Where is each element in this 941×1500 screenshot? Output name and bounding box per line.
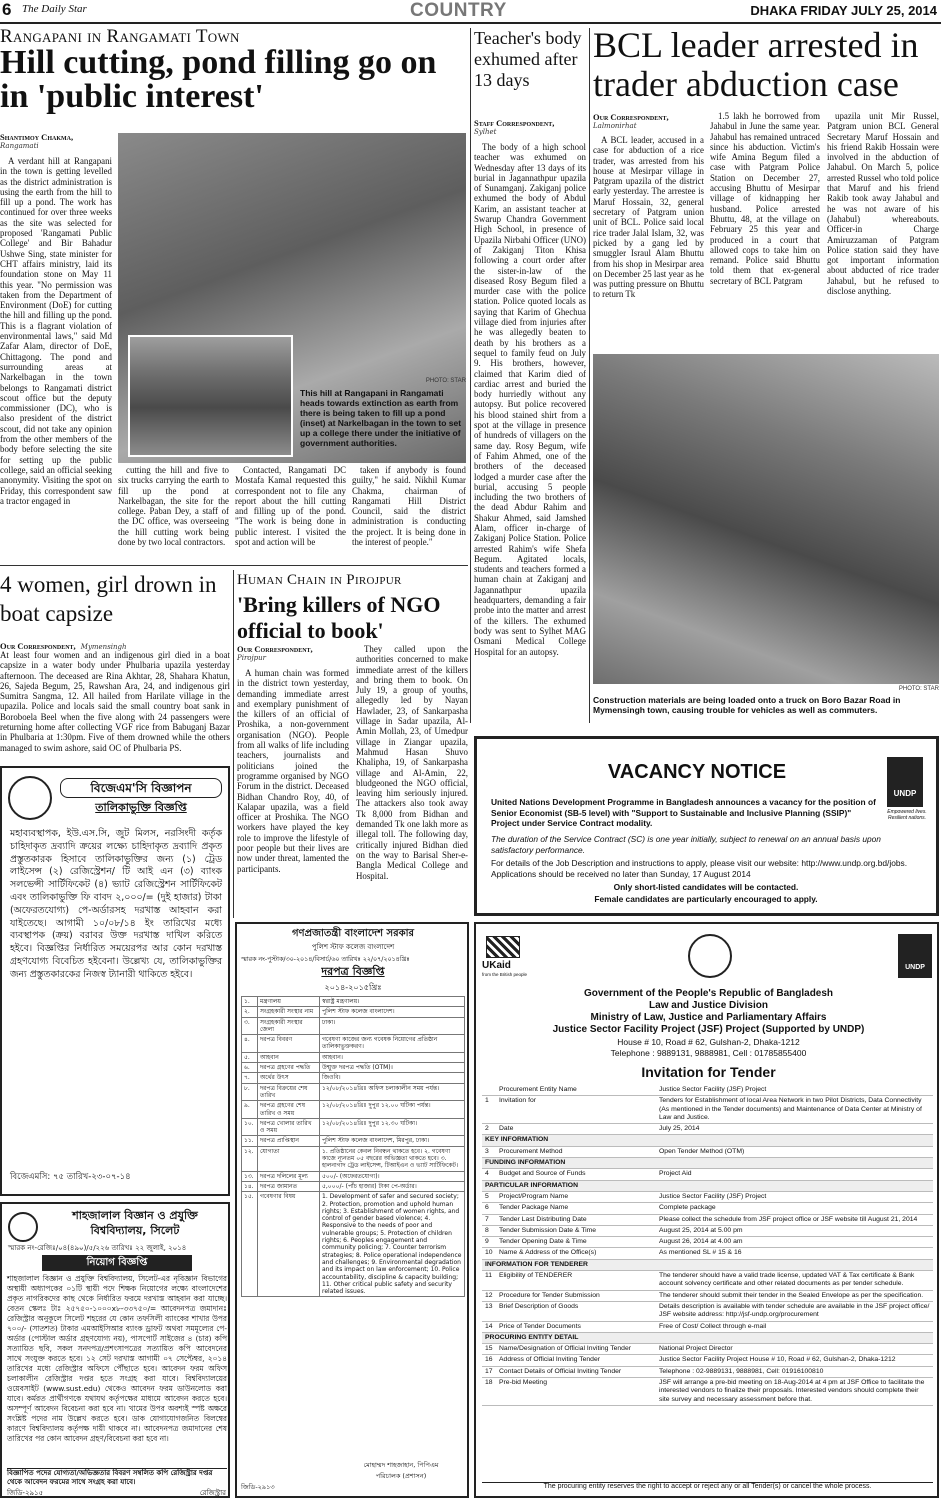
tender-table-row bbox=[482, 1259, 933, 1270]
story1-caption: This hill at Rangapani in Rangamati heads towards extinction as earth from there is being taken to fill up a pond (inset) at Narkelbagan in the town to set up a college there under the initiative of government authorities. bbox=[300, 388, 462, 448]
tender-row-label: Price of Tender Documents bbox=[496, 1321, 656, 1332]
tender-row-value: Open Tender Method (OTM) bbox=[656, 1146, 933, 1157]
tender-table-row bbox=[482, 1096, 933, 1124]
police-row-num: ২. bbox=[242, 1007, 258, 1017]
story4-body: At least four women and an indigenous girl died in a boat capsize in a water body under Phulbaria upazila yesterday afternoon. The deceased are Rina Akhtar, 28, Shahara Khatun, 26, Sajeda Begum, 25, Rawshan Ara, 24, and indigenous girl Sumitra Sangma, 12. All hailed from Harilate village in the upazila. Police and locals said the small country boat sank in Boroboela Beel when the five along with 24 passengers were returning home after collecting VGF rice from Babuganj Bazar in Phulbaria at 1:30pm. Five of them drowned while the others managed to swim ashore, said OC of Phulbaria PS. bbox=[0, 650, 230, 753]
police-table bbox=[241, 996, 465, 1297]
tender-row-num: 14 bbox=[482, 1321, 496, 1332]
tender-table-row bbox=[482, 1180, 933, 1191]
tender-title: Invitation for Tender bbox=[641, 1064, 776, 1080]
vacancy-title: VACANCY NOTICE bbox=[607, 761, 787, 783]
police-row-value: স্বরাষ্ট্র মন্ত্রণালয়। bbox=[320, 997, 465, 1007]
tender-table-row bbox=[482, 1237, 933, 1248]
tender-table-row bbox=[482, 1135, 933, 1146]
tender-row-num: 13 bbox=[482, 1301, 496, 1321]
tender-row-label: Procurement Method bbox=[496, 1146, 656, 1157]
tender-row-label: Contact Details of Official Inviting Tender bbox=[496, 1366, 656, 1377]
tender-row-value: Justice Sector Facility Project House # 10, Road # 62, Gulshan-2, Dhaka-1212 bbox=[656, 1355, 933, 1366]
tender-footer: The procuring entity reserves the right to accept or reject any or all Tender(s) or cancel the whole process. bbox=[482, 1482, 933, 1494]
tender-table-row bbox=[482, 1214, 933, 1225]
police-row-num: ১৫. bbox=[242, 1192, 258, 1297]
tender-row-value: August 25, 2014 at 5.00 pm bbox=[656, 1225, 933, 1236]
story5-headline: 'Bring killers of NGO official to book' bbox=[237, 592, 441, 643]
police-row-label: দরপত্র বিবরণ bbox=[258, 1035, 320, 1053]
sust-logo bbox=[8, 1212, 38, 1242]
police-row-label: দরপত্র জামানত bbox=[258, 1181, 320, 1191]
police-org: পুলিশ স্টাফ কলেজ বাংলাদেশ bbox=[311, 943, 395, 951]
story1-kicker: Rangapani in Rangamati Town bbox=[0, 26, 240, 47]
police-signer-title: পরিচালক (প্রশাসন) bbox=[375, 1472, 427, 1480]
tender-row-value: Tenders for Establishment of local Area Network in two Pilot Districts, Data Connectivity (As mentioned in the Tender documents) and Maintenance of Data Center at Ministry of Law and Justice. bbox=[656, 1096, 933, 1124]
tender-row-label: Address of Official Inviting Tender bbox=[496, 1355, 656, 1366]
story1-inset-photo bbox=[128, 335, 293, 457]
police-row-label: দরপত্র দলিলের মূল্য bbox=[258, 1171, 320, 1181]
tender-row-label: Budget and Source of Funds bbox=[496, 1169, 656, 1180]
tender-row-value: August 26, 2014 at 4.00 am bbox=[656, 1237, 933, 1248]
police-row-value: ১২/০৮/২০১৪খ্রিঃ দুপুর ১২.০০ ঘটিকা পর্যন্ত। bbox=[320, 1101, 465, 1119]
bjmc-subtitle: তালিকাভুক্তি বিজ্ঞপ্তি bbox=[95, 801, 187, 814]
police-row-label: দরপত্র গ্রহণের শেষ তারিখ ও সময় bbox=[258, 1101, 320, 1119]
tender-row-num: 8 bbox=[482, 1225, 496, 1236]
tender-row-num: 16 bbox=[482, 1355, 496, 1366]
tender-row-label: Name/Designation of Official Inviting Tender bbox=[496, 1344, 656, 1355]
police-row-label: দরপত্র খোলার তারিখ ও সময় bbox=[258, 1118, 320, 1136]
police-table-wrap bbox=[241, 996, 465, 1458]
police-row-num: ৯. bbox=[242, 1101, 258, 1119]
sust-ref: স্মারক নং-রেজিঃ/০৪(৪৯০)/৫/২২৬ তারিখঃ ২২ জুলাই, ২০১৪ bbox=[8, 1244, 187, 1252]
tender-row-num: 6 bbox=[482, 1203, 496, 1214]
tender-row-num: 2 bbox=[482, 1124, 496, 1135]
police-table-row bbox=[242, 1063, 465, 1073]
tender-row-label: Brief Description of Goods bbox=[496, 1301, 656, 1321]
sust-code: জিডি-২৯১৫ bbox=[7, 1489, 44, 1497]
vacancy-p3: For details of the Job Description and instructions to apply, please visit our website: http://www.undp.org.bd/jobs. Applications should be received no later than Sunday, 17 August 2014 bbox=[491, 858, 908, 879]
police-row-label: আহবান bbox=[258, 1052, 320, 1062]
police-row-label: দরপত্র বিক্রয়ের শেষ তারিখ bbox=[258, 1083, 320, 1101]
tender-row-num: 11 bbox=[482, 1271, 496, 1291]
story1-col4: taken if anybody is found guilty," he said. Nikhil Kumar Chakma, chairman of Rangamati Hill District Council, said the district administration is conducting the project. It is being done in the interest of people." bbox=[352, 465, 466, 548]
police-row-num: ৭. bbox=[242, 1073, 258, 1083]
tender-row-num: 1 bbox=[482, 1096, 496, 1124]
sust-ad bbox=[0, 1202, 230, 1498]
tender-row-num: 10 bbox=[482, 1248, 496, 1259]
tender-row-value: As mentioned SL # 15 & 16 bbox=[656, 1248, 933, 1259]
tender-row-label: Procedure for Tender Submission bbox=[496, 1290, 656, 1301]
tender-row-label: Tender Last Distributing Date bbox=[496, 1214, 656, 1225]
police-row-value: পুলিশ স্টাফ কলেজ বাংলাদেশ, মিরপুর, ঢাকা। bbox=[320, 1136, 465, 1146]
police-table-row bbox=[242, 1192, 465, 1297]
sust-footer-note: বিজ্ঞাপিত পদের যোগ্যতা/অভিজ্ঞতার বিবরণ সম্বলিত কপি রেজিস্ট্রার দপ্তর থেকে আবেদন ফরমের সাথে সংগ্রহ করা যাবে। bbox=[7, 1468, 227, 1488]
story5-kicker: Human Chain in Pirojpur bbox=[237, 572, 402, 588]
story3-col2: 1.5 lakh he borrowed from Jahabul in June the same year. Jahabul has remained untraced since his abduction. Victim's wife Amina Begum filed a case with Patgram Police Station on December 27, accusing Bhuttu of Mesirpar village of kidnapping her husband. Police arrested Bhuttu, 48, at the village on February 25 this year and produced in a court that allowed cops to take him on remand. Police said Bhuttu told them that ex-general secretary of BCL Patgram bbox=[710, 111, 820, 286]
story2-headline: Teacher's body exhumed after 13 days bbox=[474, 28, 582, 90]
police-row-num: ১১. bbox=[242, 1136, 258, 1146]
police-row-label: অর্থের উৎস bbox=[258, 1073, 320, 1083]
story3-col1: A BCL leader, accused in a case for abduction of a rice trader, was arrested from his house at Mesirpar village in Patgram upazila of the district early yesterday. The arrestee is Maruf Hossain, 32, general secretary of Patgram union unit of BCL. Police said local rice trader Jalal Islam, 32, was picked by a gang led by smuggler Israul Alam Bhuttu from his shop in Mesirpar area on December 25 last year as he was putting pressure on Bhuttu to return Tk bbox=[593, 135, 704, 300]
tender-row-value: Justice Sector Facility (JSF) Project bbox=[656, 1191, 933, 1202]
tender-row-num: 17 bbox=[482, 1366, 496, 1377]
police-year: ২০১৪-২০১৫খ্রিঃ bbox=[324, 983, 382, 992]
tender-row-label: Name & Address of the Office(s) bbox=[496, 1248, 656, 1259]
police-row-value: পুলিশ স্টাফ কলেজ বাংলাদেশ। bbox=[320, 1007, 465, 1017]
tender-row-label: Date bbox=[496, 1124, 656, 1135]
bjmc-body: মহাব্যবস্থাপক, ইউ.এস.সি, জুট মিলস, নরসিংদী কর্তৃক চাহিদাকৃত দ্রব্যাদি ক্রয়ের লক্ষ্যে চাহিদাকৃত দ্রব্যাদি প্রকৃত প্রস্তুতকারক হিসাবে তালিকাভুক্তির জন্য (১) ট্রেড লাইসেন্স (২) রেজিস্ট্রেশন/ টি আই এন (৩) ব্যাংক সলভেন্সী সার্টিফিকেট (৪) ভ্যাট রেজিস্ট্রেশন সার্টিফিকেট এবং তালিকাভুক্তি ফি বাবদ ২,০০০/= (দুই হাজার) টাকা (অফেরতযোগ্য) পে-অর্ডারসহ দরখাস্ত আহবান করা যাইতেছে। আগামী ১০/০৮/১৪ ইং তারিখের মধ্যে ব্যবস্থাপক (ক্রয়) বরাবর উক্ত দরখাস্ত দাখিল করিতে হইবে। বিজ্ঞপ্তির নির্ধারিত সময়েরপর আর কোন দরখাস্ত গ্রহণযোগ্য বিবেচিত হইবেনা। উল্লেখ্য যে, তালিকাভুক্তির জন্য প্রস্তুতকারকের নিজস্ব ট্যানারী থাকিতে হইবে। bbox=[10, 828, 222, 980]
tender-table bbox=[482, 1085, 933, 1406]
tender-table-row bbox=[482, 1378, 933, 1406]
tender-table-row bbox=[482, 1271, 933, 1291]
tender-phone: Telephone : 9889131, 9888981, Cell : 01785855400 bbox=[610, 1048, 807, 1058]
sust-signature: রেজিস্ট্রার bbox=[199, 1489, 226, 1497]
ukaid-sub: from the British people bbox=[482, 972, 528, 977]
tender-row-value: Project Aid bbox=[656, 1169, 933, 1180]
dateline: DHAKA FRIDAY JULY 25, 2014 bbox=[750, 3, 937, 18]
tender-row-num: 15 bbox=[482, 1344, 496, 1355]
story1-col3: Contacted, Rangamati DC Mostafa Kamal requested this correspondent not to file any report about the hill cutting and filling up of the pond. "The work is being done in public interest. I visited the spot and action will be bbox=[235, 465, 346, 548]
police-row-num: ১৪. bbox=[242, 1181, 258, 1191]
police-table-row bbox=[242, 1017, 465, 1035]
police-table-row bbox=[242, 1083, 465, 1101]
divider bbox=[233, 570, 234, 918]
police-table-row bbox=[242, 1146, 465, 1171]
police-table-row bbox=[242, 1035, 465, 1053]
police-ref: স্মারক নং-পুস্টাক/৩০-২০১৪/বিসার্চ/৬০ তারিখঃ ২২/০৭/২০১৪খ্রিঃ bbox=[241, 956, 410, 963]
tender-table-row bbox=[482, 1332, 933, 1343]
police-row-label: দরপত্র প্রাপ্তিস্থান bbox=[258, 1136, 320, 1146]
bjmc-title: বিজেএম'সি বিজ্ঞাপন bbox=[60, 778, 222, 798]
tender-row-label: Procurement Entity Name bbox=[496, 1085, 656, 1096]
police-signer: মোহাম্মদ শাহজাহান, পিপিএম bbox=[363, 1461, 439, 1469]
tender-row-value: Complete package bbox=[656, 1203, 933, 1214]
vacancy-p2: The duration of the Service Contract (SC) is one year initially, subject to renewal on an annual basis upon satisfactory performance. bbox=[491, 834, 881, 855]
tender-row-label: Tender Package Name bbox=[496, 1203, 656, 1214]
tender-row-label: Invitation for bbox=[496, 1096, 656, 1124]
sust-title: শাহজালাল বিজ্ঞান ও প্রযুক্তি বিশ্ববিদ্যালয়, সিলেট bbox=[72, 1209, 198, 1237]
police-table-row bbox=[242, 1181, 465, 1191]
police-table-row bbox=[242, 1118, 465, 1136]
police-row-num: ৫. bbox=[242, 1052, 258, 1062]
story3-col3: upazila unit Mir Russel, Patgram union BCL General Secretary Maruf Hossain and his friend Rakib Hossain were involved in the abduction of Jahabul. On March 5, police arrested Russel who told police that Maruf and his friend Rakib took away Jahabul and he was not aware of his (Jahabul) whereabouts. Officer-in Charge Amiruzzaman of Patgram Police station said they have got important information about abducted of rice trader Jahabul, but he refused to disclose anything. bbox=[827, 111, 939, 297]
police-row-value: জিওবি। bbox=[320, 1073, 465, 1083]
police-row-label: সংগ্রহকারী সংস্থার জেলা bbox=[258, 1017, 320, 1035]
story1-col1: A verdant hill at Rangapani in the town is getting levelled as the district administration is using the earth from the hill to fill up a pond. The work has continued for over three weeks as the site was selected for proposed 'Rangamati Public College' and Bir Bahadur Ushwe Sing, state minister for CHT affairs ministry, laid its foundation stone on May 11 this year. "No permission was taken from the Department of Environment (DoE) for cutting the hill and filling up the pond. This is a flagrant violation of environmental laws," said Md Zafar Alam, director of DoE, Chittagong. The pond and surrounding areas at Narkelbagan in the town belongs to Rangamati district scout office but the deputy commissioner (DC), who is also president of the district scout, did not take any opinion from the other members of the body before selecting the site for setting up the public college, said an official seeking anonymity. Visiting the spot on Friday, this correspondent saw a tractor engaged in bbox=[0, 156, 112, 506]
tender-row-num bbox=[482, 1085, 496, 1096]
undp-logo: UNDP bbox=[887, 757, 923, 807]
tender-row-num: 12 bbox=[482, 1290, 496, 1301]
tender-table-row bbox=[482, 1158, 933, 1169]
tender-row-value: The tenderer should submit their tender in the Sealed Envelope as per the specification. bbox=[656, 1290, 933, 1301]
police-row-label: গবেষণার বিষয় bbox=[258, 1192, 320, 1297]
ukaid-logo: UKaid bbox=[482, 960, 511, 971]
story2-byline: Staff Correspondent, Sylhet bbox=[474, 118, 555, 136]
tender-row-num: 7 bbox=[482, 1214, 496, 1225]
tender-row-label: Tender Opening Date & Time bbox=[496, 1237, 656, 1248]
undp-vacancy-ad bbox=[474, 736, 939, 916]
tender-h3: Ministry of Law, Justice and Parliamentary Affairs bbox=[590, 1012, 827, 1023]
tender-row-label: Pre-bid Meeting bbox=[496, 1378, 656, 1406]
police-row-value: ১২/০৮/২০১৪খ্রিঃ অফিস চলাকালীন সময় পর্যন্ত। bbox=[320, 1083, 465, 1101]
police-row-value: গবেষণা কাজের জন্য গবেষক নিয়োগের প্রতিষ্ঠান তালিকাভুক্তকরণ। bbox=[320, 1035, 465, 1053]
paper-name: The Daily Star bbox=[22, 3, 87, 15]
tender-section-header: INFORMATION FOR TENDERER bbox=[482, 1259, 933, 1270]
police-gov: গণপ্রজাতন্ত্রী বাংলাদেশ সরকার bbox=[292, 928, 414, 939]
police-row-label: যোগ্যতা bbox=[258, 1146, 320, 1171]
tender-table-row bbox=[482, 1146, 933, 1157]
tender-row-label: Eligibility of TENDERER bbox=[496, 1271, 656, 1291]
story5-col1: A human chain was formed in the district town yesterday, demanding immediate arrest and exemplary punishment of the killers of an official of Proshika, a non-government organisation (NGO). People from all walks of life including teachers, journalists and politicians joined the programme organised by NGO Forum in the district. Deceased Bidhan Chandro Roy, 40, of Kalapar upazila, was a field officer at Proshika. The NGO workers have played the key role to improve the lifestyle of poor people but their lives are now under threat, lamented the participants. bbox=[237, 668, 349, 874]
divider bbox=[0, 565, 468, 566]
tender-section-header: PARTICULAR INFORMATION bbox=[482, 1180, 933, 1191]
police-row-label: সংগ্রহকারী সংস্থার নাম bbox=[258, 1007, 320, 1017]
tender-table-row bbox=[482, 1301, 933, 1321]
divider bbox=[589, 28, 590, 723]
tender-row-value: Free of Cost/ Collect through e-mail bbox=[656, 1321, 933, 1332]
bangladesh-emblem-icon bbox=[688, 934, 732, 978]
tender-table-row bbox=[482, 1169, 933, 1180]
police-row-num: ১৩. bbox=[242, 1171, 258, 1181]
story3-byline: Our Correspondent, Lalmonirhat bbox=[593, 112, 669, 130]
undp-tagline: Empowered lives. Resilient nations. bbox=[887, 809, 927, 821]
police-tender-ad bbox=[235, 922, 469, 1498]
story1-byline: Shantimoy Chakma, Rangamati bbox=[0, 132, 74, 150]
tender-row-num: 9 bbox=[482, 1237, 496, 1248]
police-row-value: ঢাকা। bbox=[320, 1017, 465, 1035]
story5-byline: Our Correspondent, Pirojpur bbox=[237, 644, 313, 662]
story4-byline: Our Correspondent, Mymensingh bbox=[0, 641, 127, 651]
tender-row-num: 3 bbox=[482, 1146, 496, 1157]
tender-row-num: 18 bbox=[482, 1378, 496, 1406]
police-code: জিডি-২৯১৩ bbox=[241, 1483, 275, 1491]
police-title: দরপত্র বিজ্ঞপ্তি bbox=[321, 965, 385, 978]
tender-table-row bbox=[482, 1225, 933, 1236]
police-row-num: ৮. bbox=[242, 1083, 258, 1101]
police-row-label: মন্ত্রণালয় bbox=[258, 997, 320, 1007]
police-row-value: 1. Development of safer and secured society; 2. Protection, promotion and uphold human rights; 3. Establishment of women rights, and control of gender based violence; 4. Responsive to the needs of poor and vulnerable groups; 5. Protection of children rights; 6. Peoples engagement and community policing; 7. Counter terrorism strategies; 8. Police operational independence and challenges; 9. Environmental degradation and its impact on law enforcement; 10. Police accountability, discipline & capacity building; 11. Other critical public safety and security related issues. bbox=[320, 1192, 465, 1297]
police-table-row bbox=[242, 1052, 465, 1062]
tender-row-value: Please collect the schedule from JSF project office or JSF website till August 21, 2014 bbox=[656, 1214, 933, 1225]
police-table-row bbox=[242, 1171, 465, 1181]
ukaid-flag-icon bbox=[486, 936, 520, 958]
bjmc-ad bbox=[0, 766, 230, 1196]
tender-section-header: FUNDING INFORMATION bbox=[482, 1158, 933, 1169]
tender-table-row bbox=[482, 1124, 933, 1135]
tender-section-header: PROCURING ENTITY DETAIL bbox=[482, 1332, 933, 1343]
police-row-value: ১. প্রতিষ্ঠানের কেবল নিবন্ধন থাকতে হবে। ২. গবেষণা কাজে ন্যূনতম ০৫ বছরের অভিজ্ঞতা থাকতে হবে। ৩. হালনাগাদ ট্রেড লাইসেন্স, টিআইএন ও ভ্যাট সার্টিফিকেট। bbox=[320, 1146, 465, 1171]
police-row-label: দরপত্র গ্রহণের পদ্ধতি bbox=[258, 1063, 320, 1073]
tender-row-value: National Project Director bbox=[656, 1344, 933, 1355]
divider bbox=[470, 28, 471, 723]
police-row-num: ১২. bbox=[242, 1146, 258, 1171]
tender-h2: Law and Justice Division bbox=[649, 1000, 768, 1011]
sust-body: শাহজালাল বিজ্ঞান ও প্রযুক্তি বিশ্ববিদ্যালয়, সিলেট-এর নৃবিজ্ঞান বিভাগের অস্থায়ী অধ্যাপকের ০১টি স্থায়ী পদে শিক্ষক নিয়োগের লক্ষ্যে বাংলাদেশের প্রকৃত নাগরিকদের কাছ থেকে নির্ধারিত ফরমে দরখাস্ত আহবান করা যাচ্ছে। বেতন স্কেলঃ টাঃ ২৫৭৫০-১০০০x৮-৩৩৭৫০/= আবেদনপত্র জমাদানঃ রেজিস্ট্রার অনুকূলে সিলেট শহরের যে কোন তফসিলী ব্যাংকের শাখার উপর ৭০০/- (সাতশত) টাকার এমআইসিআর ব্যাংক ড্রাফট অথবা সমমূল্যের পে-অর্ডার (পোস্টাল অর্ডার গ্রহণযোগ্য নয়), পাসপোর্ট সাইজের ৪ (চার) কপি সত্যায়িত ছবি, সকল সনদপত্র/প্রশংসাপত্রের সত্যায়িত কপি আবেদনের সাথে সংযুক্ত করতে হবে। ১২ সেট দরখাস্ত আগামী ০৭ সেপ্টেম্বর, ২০১৪ তারিখের মধ্যে রেজিস্ট্রার অফিসে পৌঁছাতে হবে। আবেদন ফরম অফিস চলাকালীন রেজিস্ট্রার দপ্তর হতে সংগ্রহ করা যাবে। বিশ্ববিদ্যালয়ের ওয়েবসাইট (www.sust.edu) থেকেও আবেদন ফরম ডাউনলোড করা যাবে। কর্মরত প্রার্থীগণকে যথাযথ কর্তৃপক্ষের মাধ্যমে আবেদন করতে হবে। অসম্পূর্ণ আবেদন বিবেচনা করা হবে না। খামের উপর অবশ্যই স্পষ্ট অক্ষরে সংশ্লিষ্ট পদের নাম উল্লেখ করতে হবে। ডাক যোগাযোগজনিত বিলম্বের কারণে বিশ্ববিদ্যালয় কর্তৃপক্ষ দায়ী থাকবে না। আবেদনপত্র জমাদানের শেষ তারিখের পর কোন আবেদন গ্রহণ/বিবেচনা করা হবে না। bbox=[7, 1274, 227, 1443]
police-row-num: ৬. bbox=[242, 1063, 258, 1073]
story1-col2: cutting the hill and five to six trucks carrying the earth to fill up the pond at Narkelbagan, the site for the college. Paban Dey, a staff of the DC office, was overseeing the hill cutting work being done by two local contractors. bbox=[118, 465, 229, 548]
police-table-row bbox=[242, 1007, 465, 1017]
vacancy-p5: Female candidates are particularly encouraged to apply. bbox=[594, 894, 818, 904]
police-row-value: ৫,০০০/- (পাঁচ হাজার) টাকা পে-অর্ডার। bbox=[320, 1181, 465, 1191]
tender-address: House # 10, Road # 62, Gulshan-2, Dhaka-1212 bbox=[617, 1037, 800, 1047]
bjmc-footer: বিজেএমসি: ৭৫ তারিখ-২৩-০৭-১৪ bbox=[10, 1172, 131, 1182]
tender-h1: Government of the People's Republic of Bangladesh bbox=[583, 988, 834, 999]
story3-photo-credit: PHOTO: STAR bbox=[898, 686, 939, 692]
police-row-num: ১. bbox=[242, 997, 258, 1007]
tender-row-value: Details description is available with tender schedule are available in the JSF project office/ JSF website address: http://jsf-undp.org/procurement bbox=[656, 1301, 933, 1321]
tender-row-value: JSF will arrange a pre-bid meeting on 18-Aug-2014 at 4 pm at JSF Office to facilitate the interested vendors to finalize their proposals. Interested vendors should complete their site survey and necessary assessment before that. bbox=[656, 1378, 933, 1406]
tender-row-num: 4 bbox=[482, 1169, 496, 1180]
tender-h4: Justice Sector Facility Project (JSF) Project (Supported by UNDP) bbox=[552, 1024, 865, 1035]
bjmc-logo bbox=[8, 776, 52, 820]
section-title: COUNTRY bbox=[410, 0, 507, 21]
police-row-value: ৫০০/- (অফেরতযোগ্য)। bbox=[320, 1171, 465, 1181]
police-row-value: আহবান। bbox=[320, 1052, 465, 1062]
police-table-row bbox=[242, 1101, 465, 1119]
tender-table-row bbox=[482, 1290, 933, 1301]
jsf-tender-ad bbox=[474, 922, 939, 1498]
police-row-num: ৩. bbox=[242, 1017, 258, 1035]
story2-body: The body of a high school teacher was exhumed on Wednesday after 13 days of its burial in Jagannathpur upazila of Sunamganj. Zakiganj police exhumed the body of Abdul Karim, an assistant teacher at Swarup Chandra Government High School, in presence of Upazila Nirbahi Officer (UNO) of Zakiganj Titon Khisa following a court order after the sister-in-law of the diseased Rosy Begum filed a murder case with the police station. Police quoted locals as saying that Karim of Ghechua village died from injuries after he was allegedly beaten to death by his brothers as a sequel to family feud on July 9. His brothers, however, claimed that Karim died of cardiac arrest and buried the body hurriedly without any autopsy. But police recovered his blood stained shirt from a spot at the village in presence of hundreds of villagers on the same day. Rosy Begum, wife of Fahim Ahmed, one of the brothers of the deceased lodged a murder case after the burial, accusing 5 people including the two brothers of the dead Abdur Rahim and Shakur Ahmed, said Jamshed Alam, officer in-charge of Zakiganj Police Station. Police arrested Rahim's wife Shefa Begum. Agitated locals, students and teachers formed a human chain at Zakiganj and Jagannathpur upazila headquarters, demanding a fair probe into the matter and arrest of the killers. The exhumed body was sent to Sylhet MAG Osmani Medical College Hospital for an autopsy. bbox=[474, 142, 586, 657]
tender-row-value: Justice Sector Facility (JSF) Project bbox=[656, 1085, 933, 1096]
police-row-value: উন্মুক্ত দরপত্র পদ্ধতি (OTM)। bbox=[320, 1063, 465, 1073]
tender-row-value: Telephone : 02-9889131, 9888981, Cell: 01916100810 bbox=[656, 1366, 933, 1377]
sust-notice-title: নিয়োগ বিজ্ঞপ্তি bbox=[42, 1255, 192, 1271]
tender-table-row bbox=[482, 1085, 933, 1096]
story3-photo bbox=[593, 354, 939, 684]
tender-table-row bbox=[482, 1191, 933, 1202]
tender-row-num: 5 bbox=[482, 1191, 496, 1202]
tender-table-row bbox=[482, 1366, 933, 1377]
story1-headline: Hill cutting, pond filling go on in 'public interest' bbox=[0, 44, 437, 115]
tender-row-value: July 25, 2014 bbox=[656, 1124, 933, 1135]
story5-col2: They called upon the authorities concerned to make immediate arrest of the killers and bring them to book. On July 19, a group of youths, allegedly led by Nayan Hawlader, 23, of Sankarpasha village in Sadar upazila, Al-Amin Mollah, 23, of Umedpur village in Ziangar upazila, Mahmud Hasan Shuvo Khalipha, 19, of Sankarpasha village and Al-Amin, 22, bludgeoned the NGO official, leaving him seriously injured. The attackers also took away Tk 8,000 from Bidhan and demanded Tk one lakh more as illegal toll. The following day, critically injured Bidhan died on the way to Barisal Sher-e-Bangla Medical College and Hospital. bbox=[356, 644, 468, 881]
tender-table-wrap bbox=[482, 1085, 933, 1479]
police-row-value: ১২/০৮/২০১৪খ্রিঃ দুপুর ১২.৩০ ঘটিকা। bbox=[320, 1118, 465, 1136]
tender-row-value: The tenderer should have a valid trade license, updated VAT & Tax certificate & Bank account solvency certificate and other related documents as per tender schedule. bbox=[656, 1271, 933, 1291]
tender-row-label: Tender Submission Date & Time bbox=[496, 1225, 656, 1236]
police-row-num: ৪. bbox=[242, 1035, 258, 1053]
police-row-num: ১০. bbox=[242, 1118, 258, 1136]
police-table-row bbox=[242, 1073, 465, 1083]
tender-table-row bbox=[482, 1321, 933, 1332]
vacancy-p1: United Nations Development Programme in Bangladesh announces a vacancy for the position of Senior Economist (SB-5 level) with "Support to Sustainable and Inclusive Planning (SSIP)" Project under Service Contract modality. bbox=[491, 797, 876, 828]
tender-row-label: Project/Program Name bbox=[496, 1191, 656, 1202]
vacancy-p4: Only short-listed candidates will be contacted. bbox=[613, 882, 799, 892]
tender-table-row bbox=[482, 1344, 933, 1355]
story3-caption: Construction materials are being loaded onto a truck on Boro Bazar Road in Mymensingh town, causing trouble for vehicles as well as commuters. bbox=[593, 695, 901, 715]
masthead bbox=[0, 0, 941, 24]
story1-photo-credit: PHOTO: STAR bbox=[425, 378, 466, 384]
police-table-row bbox=[242, 997, 465, 1007]
tender-section-header: KEY INFORMATION bbox=[482, 1135, 933, 1146]
police-table-row bbox=[242, 1136, 465, 1146]
story4-headline: 4 women, girl drown in boat capsize bbox=[0, 572, 217, 626]
story3-headline: BCL leader arrested in trader abduction case bbox=[593, 25, 919, 104]
tender-table-row bbox=[482, 1355, 933, 1366]
tender-table-row bbox=[482, 1203, 933, 1214]
undp-logo-2: UNDP bbox=[898, 934, 932, 978]
tender-table-row bbox=[482, 1248, 933, 1259]
page-number: 6 bbox=[2, 0, 12, 19]
